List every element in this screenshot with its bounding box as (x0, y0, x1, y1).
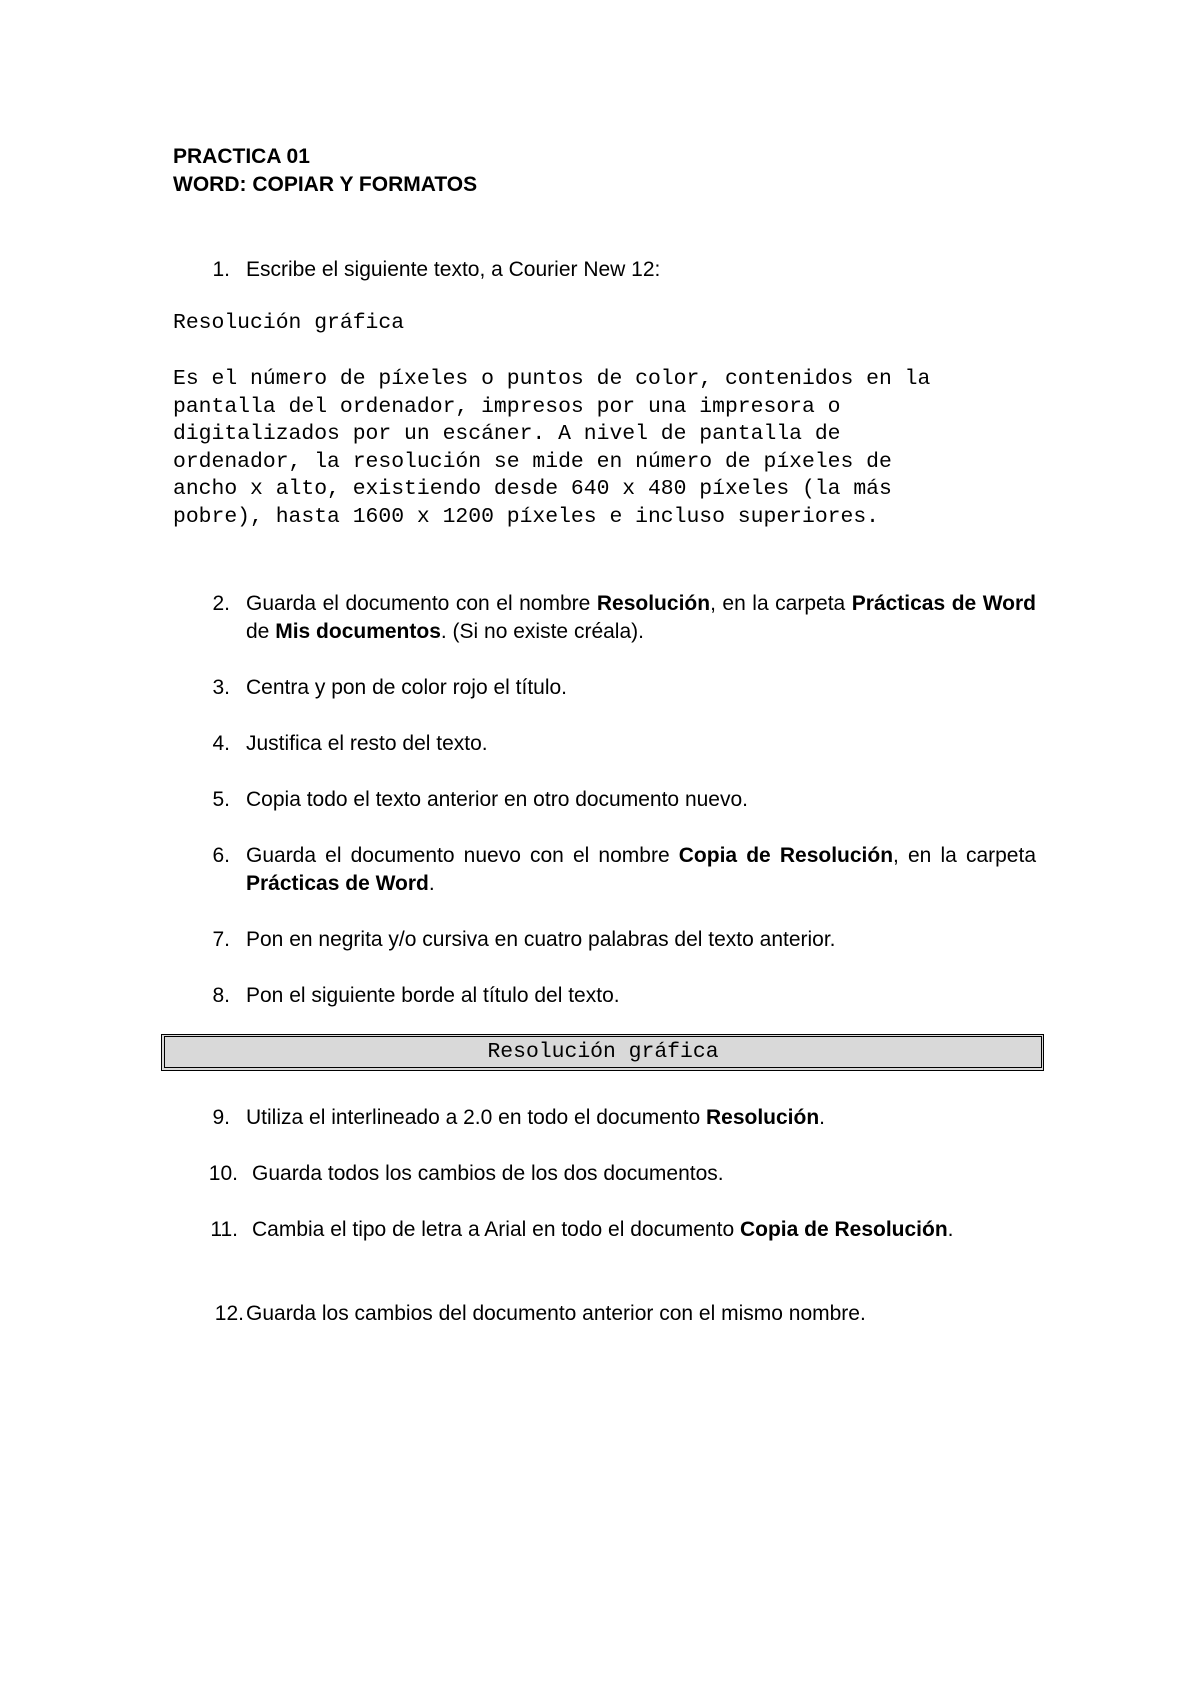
bordered-title: Resolución gráfica (487, 1040, 719, 1064)
sample-line: digitalizados por un escáner. A nivel de pantalla de (173, 422, 841, 446)
item-text: Cambia el tipo de letra a Arial en todo el documento Copia de Resolución. (252, 1218, 954, 1241)
item-number: 9. (212, 1106, 230, 1129)
sample-line: ancho x alto, existiendo desde 640 x 480 píxeles (la más (173, 477, 892, 501)
item-number: 12. (214, 1302, 244, 1325)
sample-title: Resolución gráfica (173, 311, 405, 335)
item-number: 5. (212, 788, 230, 811)
item-number: 4. (212, 732, 230, 755)
practice-title: WORD: COPIAR Y FORMATOS (173, 173, 478, 196)
item-text: Centra y pon de color rojo el título. (246, 676, 568, 699)
item-number: 1. (212, 258, 230, 281)
item-number: 11. (210, 1218, 238, 1241)
item-text: Guarda todos los cambios de los dos documentos. (252, 1162, 724, 1185)
item-number: 7. (212, 928, 230, 951)
sample-line: Es el número de píxeles o puntos de color, contenidos en la (173, 367, 931, 391)
item-number: 3. (212, 676, 230, 699)
sample-line: pantalla del ordenador, impresos por una impresora o (173, 394, 841, 419)
item-text: Escribe el siguiente texto, a Courier New 12: (246, 258, 661, 281)
item-text: Pon en negrita y/o cursiva en cuatro palabras del texto anterior. (246, 928, 836, 951)
item-text: Guarda los cambios del documento anterior con el mismo nombre. (246, 1302, 866, 1325)
item-text: Guarda el documento nuevo con el nombre Copia de Resolución, en la carpeta Prácticas de Word. (246, 844, 1036, 895)
bordered-title-box (161, 1034, 1044, 1071)
item-number: 2. (212, 592, 230, 615)
item-number: 6. (212, 844, 230, 867)
item-text: Copia todo el texto anterior en otro documento nuevo. (246, 788, 748, 811)
item-number: 10. (208, 1162, 238, 1185)
sample-line: pobre), hasta 1600 x 1200 píxeles e incluso superiores. (173, 504, 880, 529)
practice-number: PRACTICA 01 (173, 145, 310, 168)
item-text: Pon el siguiente borde al título del texto. (246, 984, 620, 1007)
item-text: Justifica el resto del texto. (246, 732, 488, 755)
sample-line: ordenador, la resolución se mide en número de píxeles de (173, 449, 892, 474)
item-number: 8. (212, 984, 230, 1007)
item-text: Utiliza el interlineado a 2.0 en todo el documento Resolución. (246, 1106, 825, 1129)
item-text: Guarda el documento con el nombre Resolución, en la carpeta Prácticas de Word de Mis documentos. (Si no existe créala). (246, 592, 1036, 643)
